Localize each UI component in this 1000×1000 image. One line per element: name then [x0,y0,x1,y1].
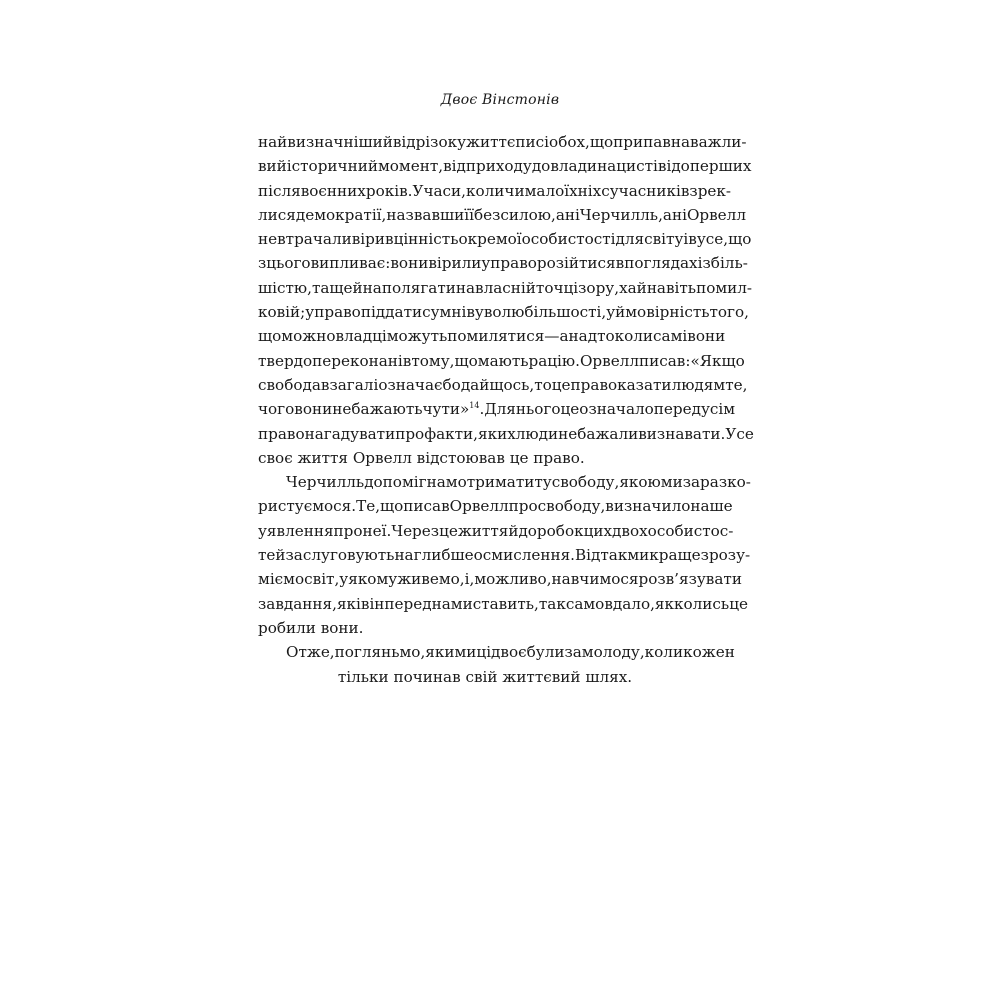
text-line: ковій; у право піддати сумніву волю більшості, у ймовірність того, [258,303,749,322]
body-text [258,130,754,689]
text-line: свобода взагалі означає бодай щось, то це право казати людям те, [258,375,748,394]
text-line: вий історичний момент, від приходу до влади нацистів і до перших [258,157,752,176]
text-line: тільки починав свій життєвий шлях. [337,667,633,686]
text-line: Отже, погляньмо, якими ці двоє були замолоду, коли кожен [286,643,735,662]
text-line: що можновладці можуть помилятися — а надто коли самі вони [258,327,726,346]
footnote-marker: 14 [469,401,480,411]
text-line: завдання, які він перед нами ставить, так само вдало, як колись це [258,594,748,613]
text-line: міємо світ, у якому живемо, і, можливо, навчимося розв’язувати [258,570,742,589]
text-line: твердо переконані в тому, що мають рацію. Орвелл писав: «Якщо [258,351,745,370]
text-line: своє життя Орвелл відстоював це право. [258,448,585,467]
text-line: чого вони не бажають чути»$^{14}$. Для нього це означало передусім [258,400,736,419]
text-line: шістю, та ще й наполягати на власній точці зору, хай навіть помил- [258,278,753,297]
text-line: найвизначніший відрізок у життєписі обох, що припав на важли- [258,133,747,151]
text-line: лися демократії, назвавши її безсилою, ані Черчилль, ані Орвелл [258,205,746,224]
text-line: післявоєнних років. У часи, коли чимало їхніх сучасників зрек- [258,181,732,200]
running-head: Двоє Вінстонів [440,92,560,108]
text-line: з цього випливає: вони вірили у право розійтися в поглядах із біль- [258,254,748,273]
text-line: Черчилль допоміг нам отримати ту свободу, якою ми зараз ко- [286,473,751,492]
text-line: право нагадувати про факти, яких люди не бажали визнавати. Усе [258,424,754,443]
text-line: не втрачали віри в цінність окремої особистості для світу і в усе, що [258,230,752,249]
text-line: уявлення про неї. Через це життя й доробок цих двох особистос- [258,521,734,540]
text-line: тей заслуговують на глибше осмислення. Відтак ми краще зрозу- [258,546,751,565]
text-line: робили вони. [258,618,364,637]
text-line: ристуємося. Те, що писав Орвелл про свободу, визначило наше [258,497,733,516]
